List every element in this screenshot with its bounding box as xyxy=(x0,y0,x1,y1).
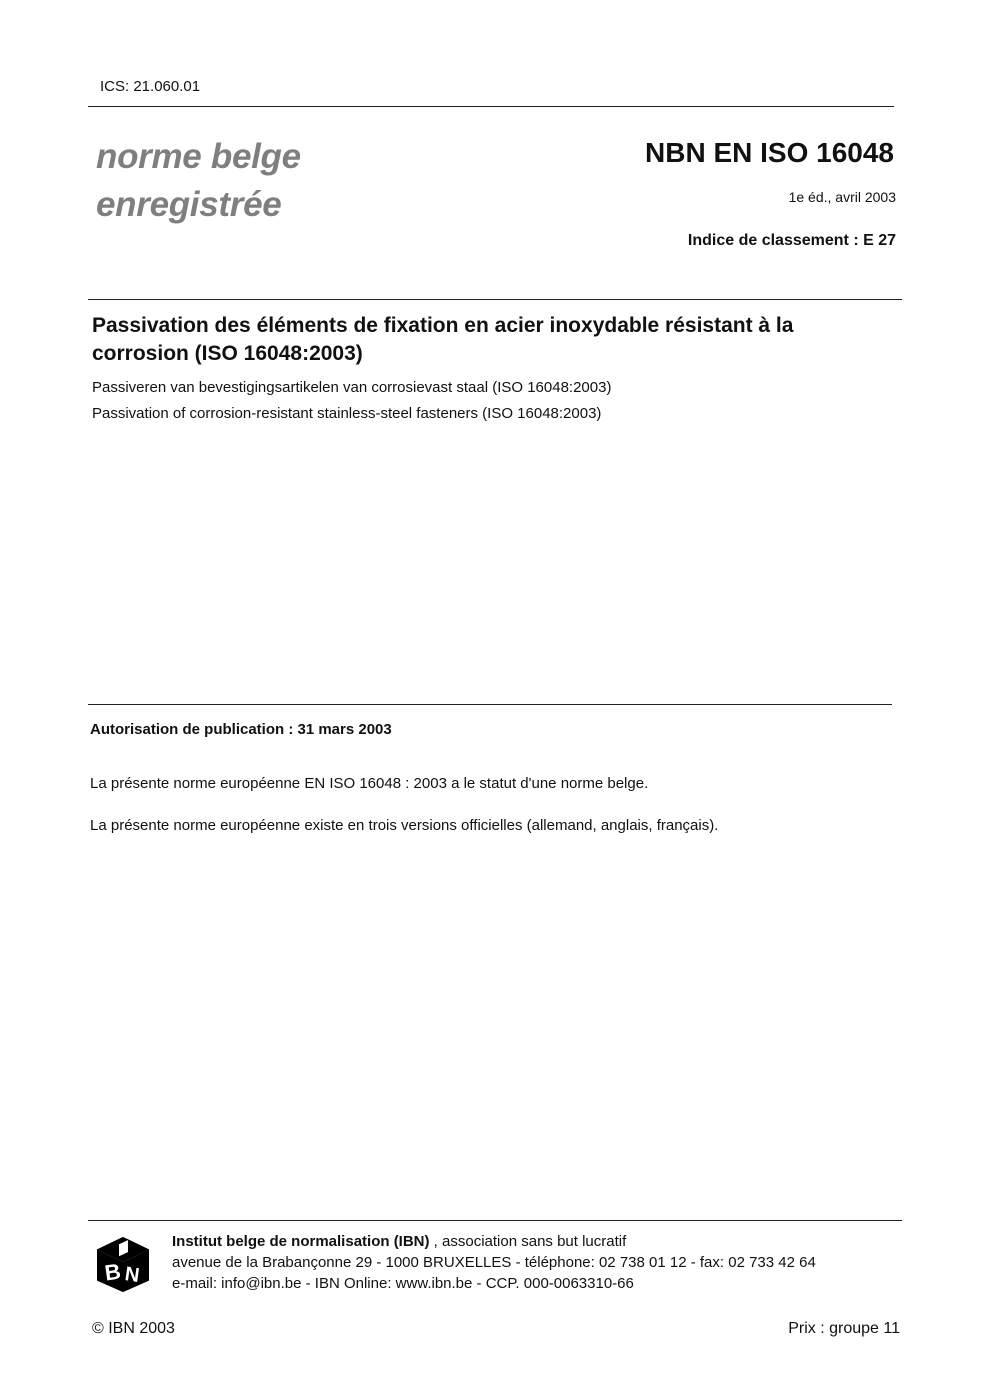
registration-line-2: enregistrée xyxy=(96,185,282,224)
svg-text:N: N xyxy=(123,1263,141,1287)
top-divider xyxy=(88,106,894,107)
publication-divider xyxy=(88,704,892,705)
title-french: Passivation des éléments de fixation en acier inoxydable résistant à la corrosion (ISO 16048:2003) xyxy=(92,314,794,365)
classification-index: Indice de classement : E 27 xyxy=(687,232,896,249)
registration-line-1: norme belge xyxy=(96,137,301,176)
institute-address: avenue de la Brabançonne 29 - 1000 BRUXELLES - téléphone: 02 738 01 12 - fax: 02 733 42 64 xyxy=(172,1254,816,1271)
copyright: © IBN 2003 xyxy=(92,1320,175,1337)
standard-number: NBN EN ISO 16048 xyxy=(645,137,894,168)
status-paragraph: La présente norme européenne EN ISO 16048 : 2003 a le statut d'une norme belge. xyxy=(90,775,649,792)
ics-code: ICS: 21.060.01 xyxy=(100,78,201,95)
publication-authorization: Autorisation de publication : 31 mars 2003 xyxy=(90,721,392,738)
footer-divider xyxy=(88,1220,902,1221)
institute-block xyxy=(172,1231,816,1294)
institute-title-line xyxy=(172,1231,816,1252)
institute-name: Institut belge de normalisation (IBN) xyxy=(172,1233,430,1250)
institute-suffix: , association sans but lucratif xyxy=(429,1233,627,1250)
price-group: Prix : groupe 11 xyxy=(788,1320,900,1337)
edition: 1e éd., avril 2003 xyxy=(788,189,896,205)
title-english: Passivation of corrosion-resistant stainless-steel fasteners (ISO 16048:2003) xyxy=(92,405,602,422)
versions-paragraph: La présente norme européenne existe en trois versions officielles (allemand, anglais, français). xyxy=(90,817,719,834)
institute-contact: e-mail: info@ibn.be - IBN Online: www.ibn.be - CCP. 000-0063310-66 xyxy=(172,1275,634,1292)
svg-text:B: B xyxy=(103,1258,123,1286)
title-dutch: Passiveren van bevestigingsartikelen van corrosievast staal (ISO 16048:2003) xyxy=(92,379,612,396)
title-divider xyxy=(88,299,902,300)
ibn-logo-icon xyxy=(96,1236,150,1292)
